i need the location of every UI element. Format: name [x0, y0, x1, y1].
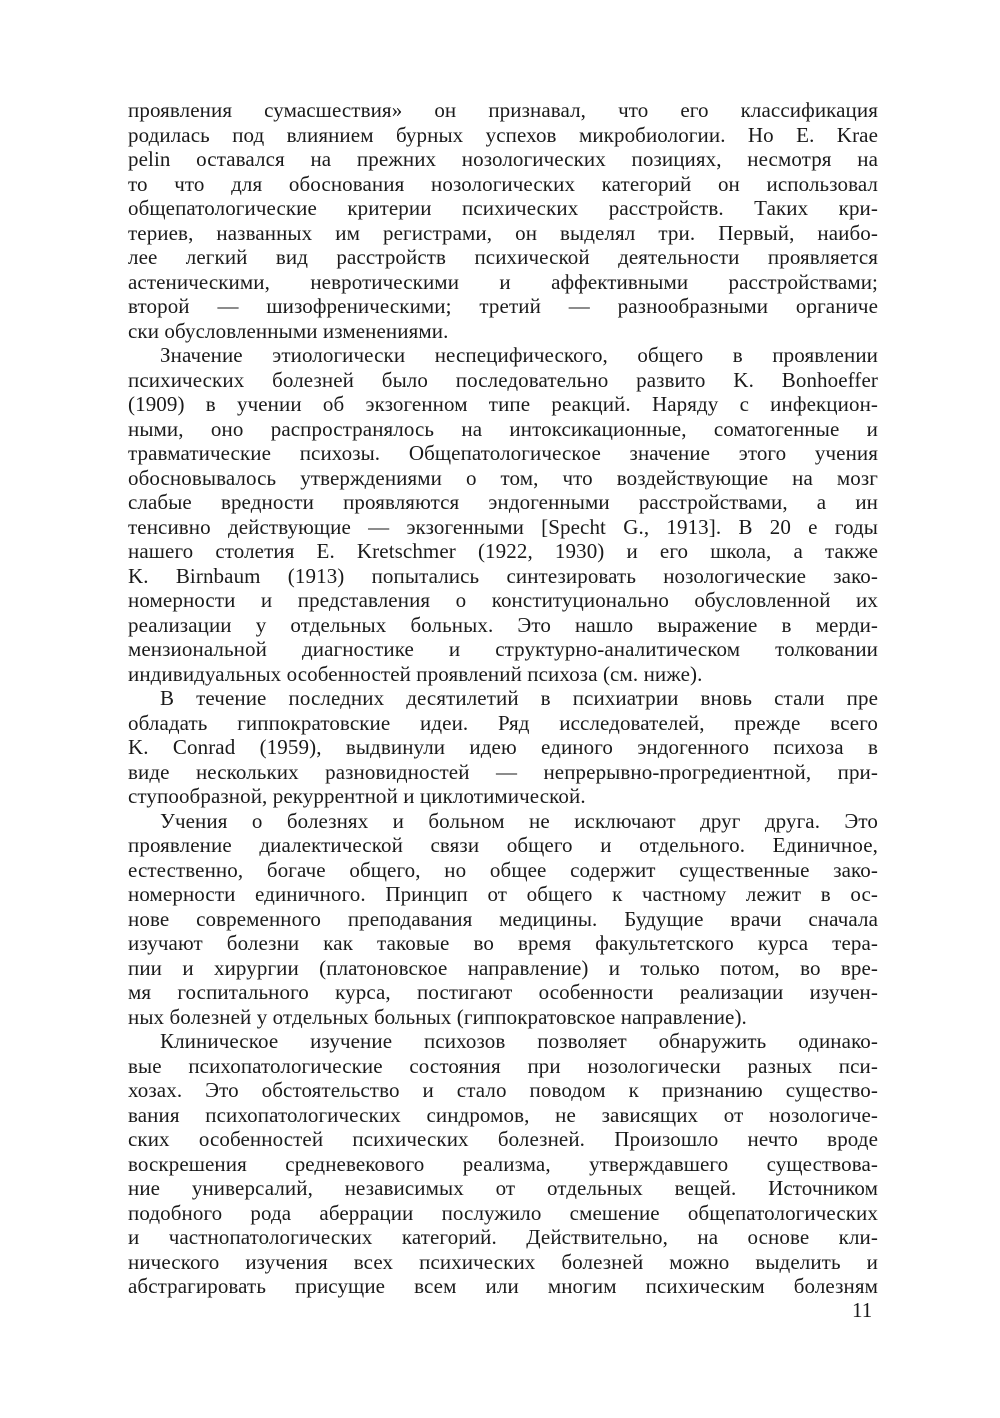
text-line: В течение последних десятилетий в психиатрии вновь стали пре	[160, 686, 878, 710]
text-line: проявление диалектической связи общего и отдельного. Единичное,	[128, 833, 878, 857]
text-line: индивидуальных особенностей проявлений психоза (см. ниже).	[128, 661, 703, 686]
text-line: воскрешения средневекового реализма, утверждавшего существова-	[128, 1151, 878, 1176]
text-line: слабые вредности проявляются эндогенными расстройствами, а ин	[128, 490, 878, 514]
text-line: Клиническое изучение психозов позволяет обнаружить одинако-	[160, 1029, 878, 1053]
text-line: Значение этиологически неспецифического, общего в проявлении	[160, 343, 878, 367]
text-line: K. Conrad (1959), выдвинули идею единого эндогенного психоза в	[128, 735, 878, 759]
text-line: ными, оно распространялось на интоксикационные, соматогенные и	[128, 416, 878, 441]
text-line: ние универсалий, независимых от отдельных вещей. Источником	[128, 1176, 878, 1200]
text-line: ски обусловленными изменениями.	[128, 318, 449, 343]
text-line: нашего столетия E. Kretschmer (1922, 1930) и его школа, а также	[128, 539, 878, 563]
text-line: и частнопатологических категорий. Действительно, на основе кли-	[128, 1225, 878, 1249]
text-line: ских особенностей психических болезней. Произошло нечто вроде	[128, 1127, 878, 1151]
text-line: pelin оставался на прежних нозологических позициях, несмотря на	[128, 147, 878, 171]
text-line: (1909) в учении об экзогенном типе реакций. Наряду с инфекцион-	[128, 392, 878, 416]
text-line: ных болезней у отдельных больных (гиппократовское направление).	[128, 1004, 747, 1029]
paragraph-1	[128, 98, 878, 343]
text-line: родилась под влиянием бурных успехов микробиологии. Но E. Krae	[128, 122, 878, 147]
text-line: хозах. Это обстоятельство и стало поводом к признанию существо-	[128, 1078, 878, 1102]
text-line: нического изучения всех психических болезней можно выделить и	[128, 1249, 878, 1274]
text-line: нове современного преподавания медицины. Будущие врачи сначала	[128, 906, 878, 931]
text-line: психических болезней было последовательно развито K. Bonhoeffer	[128, 367, 878, 392]
text-line: астеническими, невротическими и аффективными расстройствами;	[128, 269, 878, 294]
text-line: общепатологические критерии психических расстройств. Таких кри-	[128, 196, 878, 220]
text-line: K. Birnbaum (1913) попытались синтезировать нозологические зако-	[128, 563, 878, 588]
text-line: мензиональной диагностике и структурно-аналитическом толковании	[128, 637, 878, 661]
text-line: мя госпитального курса, постигают особенности реализации изучен-	[128, 980, 878, 1004]
text-line: пии и хирургии (платоновское направление) и только потом, во вре-	[128, 955, 878, 980]
text-line: вания психопатологических синдромов, не зависящих от нозологиче-	[128, 1102, 878, 1127]
paragraph-5	[128, 1029, 878, 1299]
text-line: виде нескольких разновидностей — непрерывно-прогредиентной, при-	[128, 759, 878, 784]
paragraph-2	[128, 343, 878, 686]
text-line: обладать гиппократовские идеи. Ряд исследователей, прежде всего	[128, 710, 878, 735]
text-line: то что для обоснования нозологических категорий он использовал	[128, 171, 878, 196]
text-line: подобного рода аберрации послужило смешение общепатологических	[128, 1200, 878, 1225]
text-line: изучают болезни как таковые во время факультетского курса тера-	[128, 931, 878, 955]
text-line: реализации у отдельных больных. Это нашло выражение в мерди-	[128, 612, 878, 637]
text-line: травматические психозы. Общепатологическое значение этого учения	[128, 441, 878, 465]
paragraph-4	[128, 809, 878, 1030]
text-line: номерности единичного. Принцип от общего к частному лежит в ос-	[128, 882, 878, 906]
text-line: тенсивно действующие — экзогенными [Specht G., 1913]. В 20 е годы	[128, 514, 878, 539]
text-line: териев, названных им регистрами, он выделял три. Первый, наибо-	[128, 220, 878, 245]
book-page	[128, 98, 878, 1299]
page-number: 11	[852, 1298, 873, 1322]
paragraph-3	[128, 686, 878, 809]
text-line: вые психопатологические состояния при нозологически разных пси-	[128, 1053, 878, 1078]
text-line: естественно, богаче общего, но общее содержит существенные зако-	[128, 857, 878, 882]
text-line: второй — шизофреническими; третий — разнообразными органиче	[128, 294, 878, 318]
text-line: ступообразной, рекуррентной и циклотимической.	[128, 784, 586, 808]
text-line: лее легкий вид расстройств психической деятельности проявляется	[128, 245, 878, 269]
text-line: абстрагировать присущие всем или многим психическим болезням	[128, 1274, 878, 1298]
text-line: обосновывалось утверждениями о том, что воздействующие на мозг	[128, 465, 878, 490]
text-line: проявления сумасшествия» он признавал, что его классификация	[128, 98, 878, 122]
text-line: номерности и представления о конституционально обусловленной их	[128, 588, 878, 612]
text-line: Учения о болезнях и больном не исключают друг друга. Это	[160, 808, 878, 833]
